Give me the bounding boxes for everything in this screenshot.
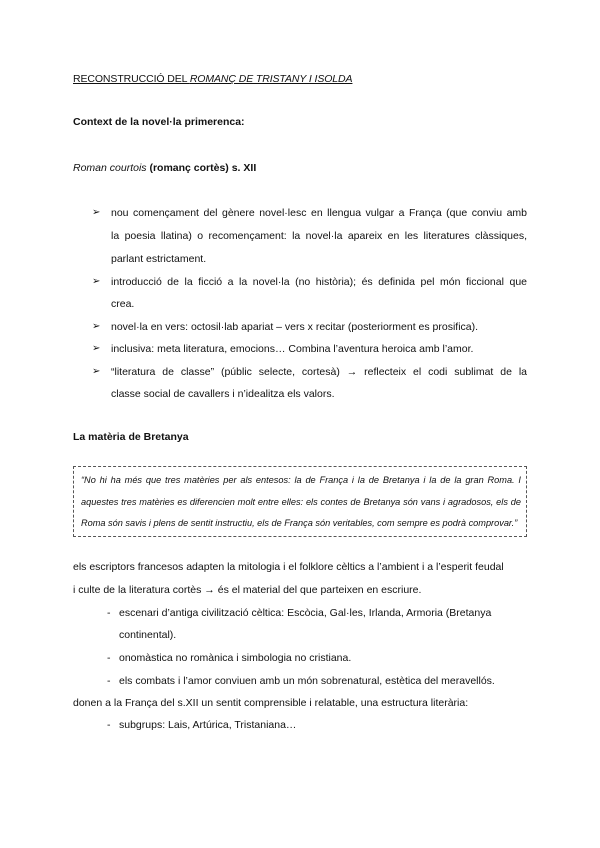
quote-line-3: Roma són savis i plens de sentit instructiu, els de França són veritables, com sempre es podrà comprovar.” — [81, 518, 518, 528]
quote-line-1: “No hi ha més que tres matèries per als entesos: la de França i la de Bretanya i la de la gran Roma. I — [81, 475, 521, 485]
bullet-arrow-icon: ➢ — [92, 343, 101, 354]
dash-icon: - — [107, 719, 111, 731]
bullet-5-line-2: classe social de cavallers i n’idealitza els valors. — [111, 388, 335, 400]
bullet-arrow-icon: ➢ — [92, 276, 101, 287]
dash-item-1-line-1: escenari d’antiga civilització cèltica: Escòcia, Gal·les, Irlanda, Armoria (Bretanya — [119, 607, 492, 619]
bullet-arrow-icon: ➢ — [92, 366, 101, 377]
paragraph-line-1: els escriptors francesos adapten la mitologia i el folklore cèltics a l’ambient i a l’esperit feudal — [73, 561, 504, 573]
heading-materia: La matèria de Bretanya — [73, 431, 189, 443]
bullet-3-line-1: novel·la en vers: octosil·lab apariat – vers x recitar (posteriorment es prosifica). — [111, 321, 479, 333]
dash-icon: - — [107, 652, 111, 664]
bullet-arrow-icon: ➢ — [92, 207, 101, 218]
title-italic: ROMANÇ DE TRISTANY I ISOLDA — [189, 73, 353, 85]
bullet-arrow-icon: ➢ — [92, 321, 101, 332]
document-title — [73, 73, 352, 85]
heading-roman-italic: Roman courtois — [73, 162, 147, 174]
dash-item-2-line-1: onomàstica no romànica i simbologia no cristiana. — [119, 652, 352, 664]
heading-roman-courtois — [73, 162, 256, 174]
bullet-1-line-2: la poesia llatina) o recomençament: la novel·la apareix en les literatures clàssiques, — [111, 230, 527, 242]
dash-item-1-line-2: continental). — [119, 629, 177, 641]
paragraph-line-2: i culte de la literatura cortès → és el material del que parteixen en escriure. — [73, 584, 422, 596]
bullet-4-line-1: inclusiva: meta literatura, emocions… Combina l’aventura heroica amb l’amor. — [111, 343, 474, 355]
dash-item-3-line-1: els combats i l’amor conviuen amb un món sobrenatural, estètica del meravellós. — [119, 675, 495, 687]
dash-item-4-line-1: subgrups: Lais, Artúrica, Tristaniana… — [119, 719, 297, 731]
bullet-5-line-1: “literatura de classe” (públic selecte, cortesà) → reflecteix el codi sublimat de la — [111, 366, 527, 378]
title-plain: RECONSTRUCCIÓ DEL — [73, 73, 190, 85]
paragraph-2: donen a la França del s.XII un sentit comprensible i relatable, una estructura literària: — [73, 697, 469, 709]
quote-line-2: aquestes tres matèries es diferencien molt entre elles: els contes de Bretanya són vans i agradosos, els de — [81, 497, 521, 507]
bullet-2-line-2: crea. — [111, 298, 135, 310]
bullet-1-line-3: parlant estrictament. — [111, 253, 207, 265]
bullet-2-line-1: introducció de la ficció a la novel·la (no història); és definida pel món ficcional que — [111, 276, 527, 288]
heading-roman-rest: (romanç cortès) s. XII — [146, 162, 257, 174]
heading-context: Context de la novel·la primerenca: — [73, 116, 245, 128]
bullet-1-line-1: nou començament del gènere novel·lesc en llengua vulgar a França (que conviu amb — [111, 207, 527, 219]
dash-icon: - — [107, 675, 111, 687]
dash-icon: - — [107, 607, 111, 619]
